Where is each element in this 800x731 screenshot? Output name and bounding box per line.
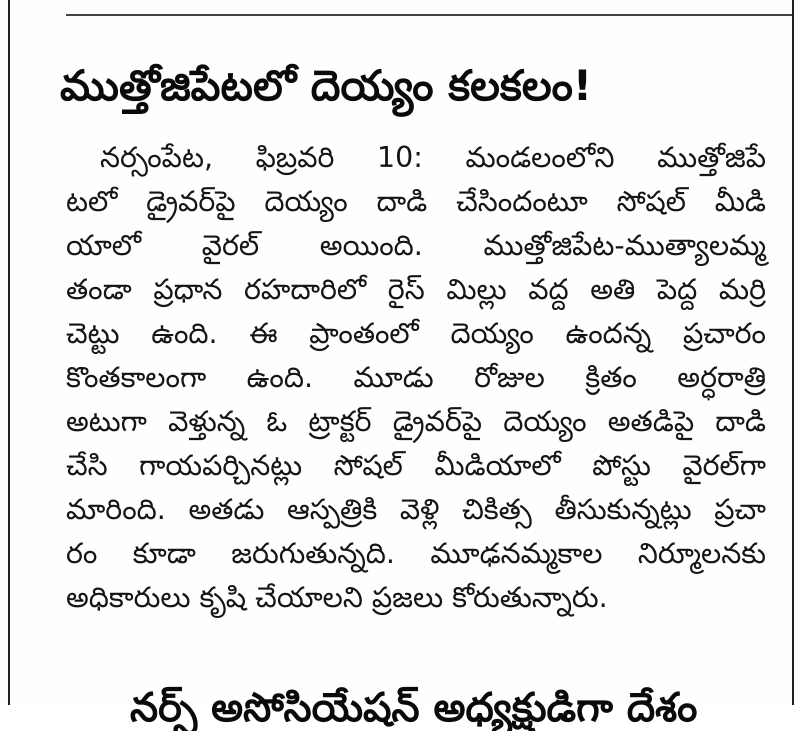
- article-body: [66, 136, 766, 620]
- body-line: తండా ప్రధాన రహదారిలో రైస్ మిల్లు వద్ద అతి పెద్ద మర్రి: [66, 273, 766, 306]
- body-line: అటుగా వెళ్తున్న ఓ ట్రాక్టర్ డ్రైవర్‌పై దెయ్యం అతడిపై దాడి: [66, 405, 766, 438]
- body-line: చెట్టు ఉంది. ఈ ప్రాంతంలో దెయ్యం ఉందన్న ప్రచారం: [66, 317, 766, 350]
- body-line: నర్సంపేట, ఫిబ్రవరి 10: మండలంలోని ముత్తోజిపే: [100, 141, 766, 174]
- article-headline: ముత్తోజిపేటలో దెయ్యం కలకలం!: [60, 61, 593, 110]
- body-line: రం కూడా జరుగుతున్నది. మూఢనమ్మకాల నిర్మూలనకు: [66, 537, 766, 570]
- body-line: అధికారులు కృషి చేయాలని ప్రజలు కోరుతున్నారు.: [66, 581, 608, 614]
- body-line: చేసి గాయపర్చినట్లు సోషల్ మీడియాలో పోస్టు వైరల్‌గా: [66, 449, 766, 482]
- body-line: కొంతకాలంగా ఉంది. మూడు రోజుల క్రితం అర్ధరాత్రి: [66, 361, 766, 394]
- body-line: మారింది. అతడు ఆస్పత్రికి వెళ్లి చికిత్స తీసుకున్నట్లు ప్రచా: [66, 493, 766, 526]
- right-column-rule: [792, 0, 794, 705]
- body-line: టలో డ్రైవర్‌పై దెయ్యం దాడి చేసిందంటూ సోషల్ మీడి: [66, 185, 766, 218]
- body-line: యాలో వైరల్ అయింది. ముత్తోజిపేట-ముత్యాలమ్మ: [66, 229, 766, 262]
- top-divider-rule: [66, 14, 792, 16]
- left-column-rule: [8, 0, 10, 705]
- next-article-headline-fragment: నర్స్ అసోసియేషన్ అధ్యక్షుడిగా దేశం: [130, 685, 698, 731]
